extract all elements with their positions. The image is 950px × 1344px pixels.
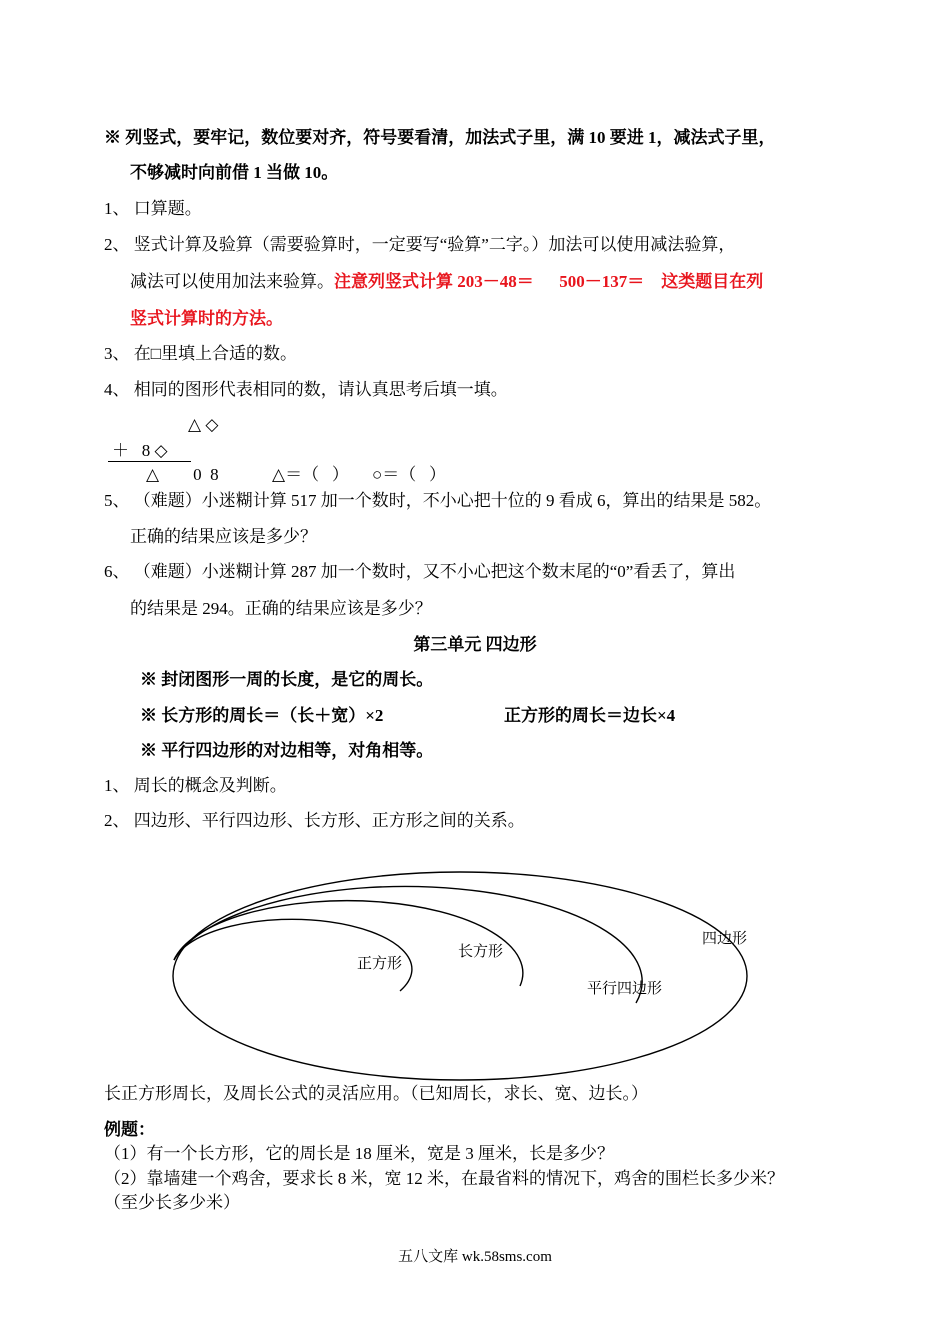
- item-1: 1、 口算题。: [104, 199, 202, 218]
- item-2-plain-text: 减法可以使用加法来验算。: [130, 272, 334, 291]
- quadrilateral-ellipse: [173, 872, 747, 1080]
- unit3-title: 第三单元 四边形: [413, 635, 537, 654]
- puzzle-top-row: △ ◇: [188, 415, 219, 434]
- puzzle-answer-circle: ○＝（ ）: [372, 465, 447, 484]
- item-5-line-1: 5、 （难题）小迷糊计算 517 加一个数时，不小心把十位的 9 看成 6，算出的结果是 582。: [104, 491, 772, 510]
- item-3: 3、 在□里填上合适的数。: [104, 344, 298, 363]
- perimeter-application-line: 长正方形周长，及周长公式的灵活应用。（已知周长，求长、宽、边长。）: [104, 1084, 648, 1103]
- example-label: 例题：: [104, 1120, 155, 1139]
- puzzle-plus-row: ＋ 8 ◇: [112, 441, 168, 460]
- item-6-line-1: 6、 （难题）小迷糊计算 287 加一个数时，又不小心把这个数末尾的“0”看丢了，算出: [104, 562, 736, 581]
- vertical-rule-line-2: 不够减时向前借 1 当做 10。: [130, 163, 339, 182]
- example-2: （2）靠墙建一个鸡舍，要求长 8 米，宽 12 米，在最省料的情况下，鸡舍的围栏长多少米？: [104, 1169, 784, 1188]
- unit3-rule-3: ※ 平行四边形的对边相等，对角相等。: [140, 741, 434, 760]
- example-1: （1）有一个长方形，它的周长是 18 厘米，宽是 3 厘米，长是多少？: [104, 1144, 614, 1163]
- item-2-red-note: 注意列竖式计算 203－48＝ 500－137＝ 这类题目在列: [334, 272, 764, 291]
- item-2-line-3: 竖式计算时的方法。: [130, 309, 283, 328]
- footer-watermark: 五八文库 wk.58sms.com: [398, 1249, 552, 1265]
- unit3-rule-2a: ※ 长方形的周长＝（长＋宽）×2: [140, 706, 384, 725]
- item-5-line-2: 正确的结果应该是多少？: [130, 527, 317, 546]
- item-2-line-1: 2、 竖式计算及验算（需要验算时，一定要写“验算”二字。）加法可以使用减法验算，: [104, 235, 736, 254]
- item-4: 4、 相同的图形代表相同的数，请认真思考后填一填。: [104, 380, 508, 399]
- unit3-point-1: 1、 周长的概念及判断。: [104, 776, 287, 795]
- puzzle-result-row: △ 0 8: [146, 465, 219, 484]
- unit3-rule-2b: 正方形的周长＝边长×4: [504, 706, 676, 725]
- puzzle-answer-triangle: △＝（ ）: [272, 465, 349, 484]
- vertical-rule-line-1: ※ 列竖式，要牢记，数位要对齐，符号要看清，加法式子里，满 10 要进 1，减法式子里，: [104, 128, 776, 147]
- unit3-rule-1: ※ 封闭图形一周的长度，是它的周长。: [140, 670, 434, 689]
- label-parallelogram: 平行四边形: [587, 981, 663, 997]
- parallelogram-curve: [174, 886, 642, 1003]
- item-6-line-2: 的结果是 294。正确的结果应该是多少？: [130, 599, 432, 618]
- unit3-point-2: 2、 四边形、平行四边形、长方形、正方形之间的关系。: [104, 811, 525, 830]
- label-quadrilateral: 四边形: [702, 931, 748, 947]
- example-2-note: （至少长多少米）: [104, 1193, 240, 1212]
- label-rectangle: 长方形: [458, 944, 504, 960]
- label-square: 正方形: [357, 956, 403, 972]
